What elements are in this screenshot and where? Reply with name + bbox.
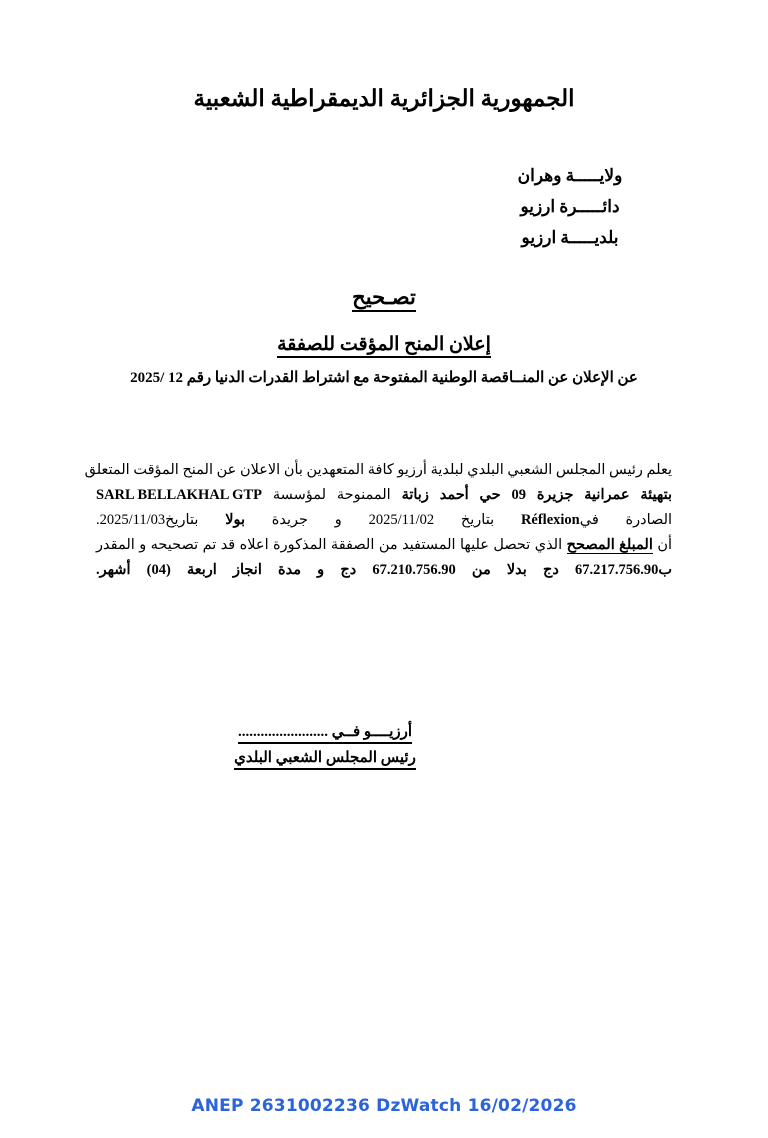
correction-title [0, 285, 768, 310]
award-title-text: إعلان المنح المؤقت للصفقة [277, 334, 491, 358]
instead-of-label: دج بدلا من [471, 562, 559, 578]
corrected-amount-label: المبلغ المصحح [566, 537, 653, 553]
body-line-5 [96, 558, 672, 583]
award-subtitle: عن الإعلان عن المنــاقصة الوطنية المفتوحة مع اشتراط القدرات الدنيا رقم 12 /2025 [130, 370, 638, 386]
footer [0, 1096, 768, 1116]
daira-line: دائـــــرة ارزيو [520, 197, 620, 216]
administration-block [420, 160, 720, 253]
publication-date-1: 2025/11/02 [368, 512, 435, 528]
granted-to-label: الممنوحة لمؤسسة [272, 487, 391, 503]
anep-reference: ANEP 2631002236 DzWatch 16/02/2026 [191, 1096, 577, 1116]
body-line-2 [96, 483, 672, 508]
amount-prefix: ب [658, 562, 673, 578]
body-line-4 [96, 533, 672, 558]
publication-date-2: 2025/11/03 [99, 512, 166, 528]
correction-title-text: تصـحيح [352, 285, 416, 312]
duration-text: دج و مدة انجاز اربعة (04) أشهر. [96, 562, 357, 578]
date-label-1: بتاريخ [460, 512, 495, 528]
signature-block [200, 722, 450, 770]
award-title [0, 333, 768, 356]
republic-title: الجمهورية الجزائرية الديمقراطية الشعبية [193, 86, 575, 111]
date-label-2: بتاريخ [165, 512, 199, 528]
signatory-title: رئيس المجلس الشعبي البلدي [234, 748, 416, 770]
line3-period: . [96, 512, 100, 528]
body-text [84, 458, 673, 583]
journal-name-2: بولا [225, 512, 245, 528]
issued-in-label: الصادرة في [579, 512, 673, 528]
signatory-row [200, 748, 450, 770]
body-line-3 [96, 508, 672, 533]
body-line-1 [84, 458, 672, 483]
signature-place-date-row [200, 722, 450, 744]
body-line-1-text: يعلم رئيس المجلس الشعبي البلدي لبلدية أرزيو كافة المتعهدين بأن الاعلان عن المنح المؤقت المتعلق [84, 462, 672, 478]
journal-name-1: Réflexion [520, 512, 580, 528]
new-amount: 67.217.756.90 [575, 562, 659, 578]
and-journal-label: و جريدة [271, 512, 342, 528]
signature-place-date: أرزيــــو فــي ........................ [238, 722, 412, 744]
body-line-4-text: الذي تحصل عليها المستفيد من الصفقة المذكورة اعلاه قد تم تصحيحه و المقدر [96, 537, 563, 553]
project-description: بتهيئة عمرانية جزيرة 09 حي أحمد زباتة [401, 487, 673, 503]
company-name: SARL BELLAKHAL GTP [96, 487, 262, 503]
baladia-line: بلديـــــة ارزيو [521, 228, 619, 247]
that-label: أن [657, 537, 673, 553]
wilaya-line: ولايـــــة وهران [517, 166, 623, 185]
old-amount: 67.210.756.90 [372, 562, 456, 578]
